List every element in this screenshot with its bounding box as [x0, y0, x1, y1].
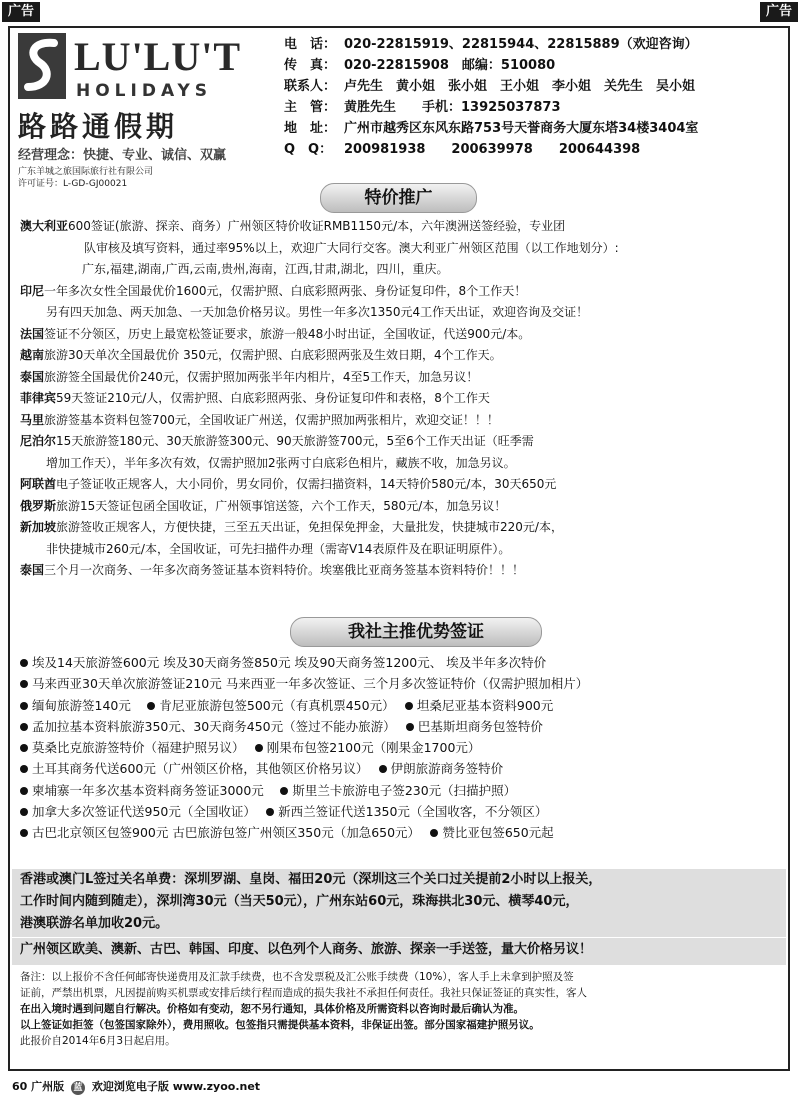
page-number: 60 [12, 1080, 28, 1093]
notes-block [20, 969, 782, 1049]
bullet-icon [20, 702, 28, 710]
bullet-icon [20, 659, 28, 667]
brand-cn-name: 路路通假期 [18, 110, 179, 143]
promo-line: 另有四天加急、两天加急、一天加急价格另议。男性一年多次1350元4工作天出证，欢迎咨询及交证！ [46, 305, 589, 319]
ad-tag-right: 广告 [760, 2, 798, 22]
hk-macau-line: 工作时间内随到随走），深圳湾30元（当天50元），广州东站60元，珠海拱北30元、横琴40元， [20, 894, 579, 909]
note-line: 在出入境时遇到问题自行解决。价格如有变动，恕不另行通知，具体价格及所需资料以咨询时最后确认为准。 [20, 1003, 524, 1015]
promo-line: 广东,福建,湖南,广西,云南,贵州,海南，江西,甘肃,湖北，四川，重庆。 [82, 262, 449, 276]
note-line: 证前，严禁出机票，凡因提前购买机票或安排后续行程而造成的损失我社不承担任何责任。我社只保证签证的真实性，客人 [20, 987, 587, 999]
license-number: 许可证号：L-GD-GJ00021 [18, 179, 128, 189]
featured-line: 埃及14天旅游签600元 埃及30天商务签850元 埃及90天商务签1200元、 埃及半年多次特价 [16, 652, 786, 673]
contact-row: 联系人： 卢先生 黄小姐 张小姐 王小姐 李小姐 关先生 吴小姐 [284, 79, 696, 94]
contact-row: 传 真： 020-22815908 邮编：510080 [284, 58, 556, 73]
hk-macau-line: 港澳联游名单加收20元。 [20, 916, 169, 931]
promo-line: 阿联酋电子签证收正规客人，大小同价，男女同价，仅需扫描资料，14天特价580元/本，30天650元 [20, 477, 557, 491]
bullet-icon [20, 765, 28, 773]
bullet-icon [405, 702, 413, 710]
footer-url[interactable]: www.zyoo.net [172, 1080, 261, 1093]
promo-line: 泰国三个月一次商务、一年多次商务签证基本资料特价。埃塞俄比亚商务签基本资料特价！！！ [20, 563, 525, 577]
bullet-icon [280, 787, 288, 795]
company-info [18, 166, 153, 190]
company-name: 广东羊城之旅国际旅行社有限公司 [18, 167, 154, 177]
featured-line: 莫桑比克旅游签特价（福建护照另议） 刚果布包签2100元（刚果金1700元） [16, 737, 786, 758]
promo-line: 俄罗斯旅游15天签证包函全国收证，广州领事馆送签，六个工作天，580元/本，加急另议！ [20, 498, 507, 513]
promo-line: 马里旅游签基本资料包签700元，全国收证广州送，仅需护照加两张相片，欢迎交证！！！ [20, 412, 499, 427]
promo-line: 法国签证不分领区，历史上最宽松签证要求，旅游一般48小时出证，全国收证，代送900元/本。 [20, 326, 531, 341]
promo-line: 队审核及填写资料，通过率95%以上，欢迎广大同行交客。澳大利亚广州领区范围（以工作地划分）: [84, 240, 619, 255]
bullet-icon [255, 744, 263, 752]
promo-line: 泰国旅游签全国最优价240元，仅需护照加两张半年内相片，4至5工作天，加急另议！ [20, 369, 479, 384]
contact-row: 电 话： 020-22815919、22815944、22815889（欢迎咨询） [284, 37, 698, 52]
featured-line: 古巴北京领区包签900元 古巴旅游包签广州领区350元（加急650元） 赞比亚包签650元起 [16, 822, 786, 843]
promo-line: 非快捷城市260元/本，全国收证，可先扫描件办理（需寄V14表原件及在职证明原件）。 [46, 541, 511, 556]
promo-list [20, 216, 786, 582]
company-logo [18, 33, 263, 173]
promo-line: 增加工作天），半年多次有效，仅需护照加2张两寸白底彩色相片，藏族不收，加急另议。 [46, 455, 516, 470]
edition: 广州版 [31, 1080, 65, 1093]
promo-line: 尼泊尔15天旅游签180元、30天旅游签300元、90天旅游签700元，5至6个工作天出证（旺季需 [20, 434, 534, 448]
page-footer [12, 1078, 260, 1095]
note-line: 备注：以上报价不含任何邮寄快递费用及汇款手续费，也不含发票税及汇公账手续费（10%），客人手上未拿到护照及签 [20, 971, 574, 983]
section-title-promo: 特价推广 [320, 183, 477, 213]
featured-line: 缅甸旅游签140元 肯尼亚旅游包签500元（有真机票450元） 坦桑尼亚基本资料900元 [16, 695, 786, 716]
bullet-icon [20, 829, 28, 837]
bullet-icon [430, 829, 438, 837]
contact-row: 地 址： 广州市越秀区东风东路753号天誉商务大厦东塔34楼3404室 [284, 121, 699, 136]
hk-macau-box [12, 869, 786, 965]
bullet-icon [20, 808, 28, 816]
logo-s-icon [18, 33, 66, 99]
edition-badge-icon: 蓝 [71, 1081, 85, 1095]
brand-name: LU'LU'T [74, 34, 242, 79]
bullet-icon [20, 744, 28, 752]
featured-list [16, 652, 786, 844]
featured-line: 加拿大多次签证代送950元（全国收证） 新西兰签证代送1350元（全国收客，不分领区） [16, 801, 786, 822]
bullet-icon [20, 787, 28, 795]
promo-line: 菲律宾59天签证210元/人，仅需护照、白底彩照两张、身份证复印件和表格，8个工作天 [20, 391, 490, 405]
contact-row: 主 管： 黄胜先生 手机：13925037873 [284, 100, 561, 115]
promo-line: 新加坡旅游签收正规客人，方便快捷，三至五天出证，免担保免押金，大量批发，快捷城市220元/本， [20, 520, 563, 534]
contact-row: Q Q： 200981938 200639978 200644398 [284, 142, 641, 157]
bullet-icon [266, 808, 274, 816]
note-line: 以上签证如拒签（包签国家除外），费用照收。包签指只需提供基本资料，非保证出签。部分国家福建护照另议。 [20, 1019, 540, 1031]
section-title-featured: 我社主推优势签证 [290, 617, 542, 647]
contact-block [284, 34, 784, 160]
promo-line: 越南旅游30天单次全国最优价 350元，仅需护照、白底彩照两张及生效日期，4个工作天。 [20, 348, 502, 362]
guangzhou-district-line: 广州领区欧美、澳新、古巴、韩国、印度、以色列个人商务、旅游、探亲一手送签，量大价格另议！ [12, 937, 786, 961]
bullet-icon [20, 723, 28, 731]
note-line: 此报价自2014年6月3日起启用。 [20, 1035, 176, 1047]
bullet-icon [147, 702, 155, 710]
ad-tag-left: 广告 [2, 2, 40, 22]
featured-line: 孟加拉基本资料旅游350元、30天商务450元（签过不能办旅游） 巴基斯坦商务包签特价 [16, 716, 786, 737]
motto: 经营理念：快捷、专业、诚信、双赢 [18, 148, 227, 163]
featured-line: 马来西亚30天单次旅游签证210元 马来西亚一年多次签证、三个月多次签证特价（仅需护照加相片） [16, 673, 786, 694]
promo-line: 印尼一年多次女性全国最优价1600元，仅需护照、白底彩照两张、身份证复印件，8个工作天！ [20, 283, 527, 298]
bullet-icon [406, 723, 414, 731]
featured-line: 土耳其商务代送600元（广州领区价格，其他领区价格另议） 伊朗旅游商务签特价 [16, 758, 786, 779]
featured-line: 柬埔寨一年多次基本资料商务签证3000元 斯里兰卡旅游电子签230元（扫描护照） [16, 780, 786, 801]
bullet-icon [20, 680, 28, 688]
footer-slogan: 欢迎浏览电子版 [91, 1080, 169, 1093]
bullet-icon [379, 765, 387, 773]
brand-sub: HOLIDAYS [76, 81, 213, 101]
hk-macau-line: 香港或澳门L签过关名单费：深圳罗湖、皇岗、福田20元（深圳这三个关口过关提前2小时以上报关， [20, 872, 602, 887]
promo-line: 澳大利亚600签证(旅游、探亲、商务）广州领区特价收证RMB1150元/本，六年澳洲送签经验，专业团 [20, 219, 566, 233]
